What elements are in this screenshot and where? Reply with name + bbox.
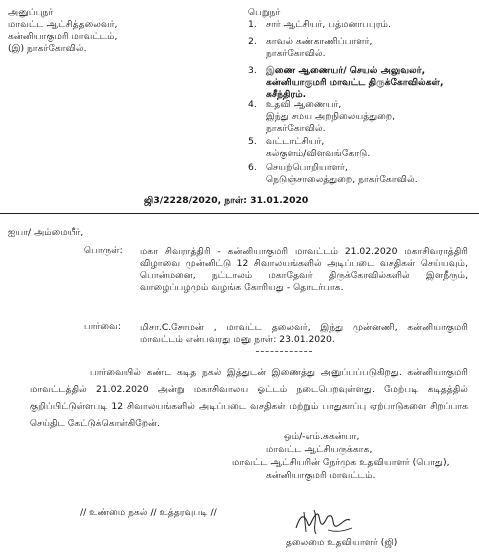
body-paragraph: பார்வையில் கண்ட கடித நகல் இத்துடன் இணைத்து அனுப்பப்படுகிறது. கன்னியாகுமரி மாவட்டத்தில் 21.02.2020 அன்று மகாசிவாலய ஓட்டம் நடைபெறவுள்ளது. மேற்படி கடிதத்தில் குறிப்பிட்டுள்ளபடி 12 சிவாலயங்களில் அடிப்படை வசதிகள் மற்றும் பாதுகாப்பு ஏற்பாடுகளை சிறப்பாக செய்திட கேட்டுக்கொள்கிறேன். <box>30 367 468 429</box>
reference-text: மிசா.C.சோமன் , மாவட்ட தலைவர், இந்து முன்னணி, கன்னியாகுமரி மாவட்டம் என்பவரது மனு நாள்: 23.01.2020. <box>140 322 468 345</box>
recipient-line: காவல் கண்காணிப்பாளர், <box>266 36 373 47</box>
recipient-line: கன்னியாகுமரி மாவட்ட திருக்கோவில்கள், <box>266 77 444 88</box>
recipients-heading: பெறுநர் <box>248 7 281 18</box>
recipient-line: நாகர்கோவில். <box>266 48 326 59</box>
recipient-line: நெடுஞ்சாலைத்துறை, நாகர்கோவில். <box>266 174 418 185</box>
sender-line-district: கன்னியாகுமரி மாவட்டம், <box>8 31 118 42</box>
recipient-line: சுசீந்திரம். <box>266 89 307 100</box>
header-divider <box>0 213 479 214</box>
signature-line-name: ஒம்/-எம்.சுகன்யா, <box>284 431 360 442</box>
recipient-line: வட்டாட்சியர், <box>266 136 325 147</box>
sender-line-designation: மாவட்ட ஆட்சித்தலைவர், <box>8 19 118 30</box>
recipient-number: 4. <box>248 99 257 110</box>
salutation: ஐயா/ அம்மையீர், <box>8 227 84 238</box>
recipient-line: நாகர்கோவில். <box>266 123 326 134</box>
recipient-line: உதவி ஆணையர், <box>266 99 342 110</box>
sender-line-city: (இ) நாகர்கோவில். <box>8 43 87 54</box>
recipient-line: இந்து சமய அறநிலையத்துறை, <box>266 111 396 122</box>
recipient-line: சார் ஆட்சியர், பத்மனாபபுரம். <box>266 19 391 30</box>
subject-text: மகா சிவராத்திரி - கன்னியாகுமரி மாவட்டம் 21.02.2020 மகாசிவராத்திரி விழாவை முன்னிட்டு 12 சிவாலயங்களில் அடிப்படை வசதிகள் செய்யவும், பொன்மனை, நட்டாலம் மகாதேவர் திருக்கோவில்களில் இளநீரும், வாழைப்பழமும் வழங்க கோரியது - தொடர்பாக. <box>140 246 468 293</box>
reference-separator <box>256 351 312 352</box>
recipient-line: செயற்பொறியாளர், <box>266 162 348 173</box>
bottom-signatory: தலைமை உதவியாளர் (ஜி) <box>286 537 398 548</box>
recipient-number: 2. <box>248 36 257 47</box>
recipient-line: கல்குளம்/விளவங்கோடு. <box>266 148 371 159</box>
reference-label: பார்வை: <box>84 321 122 332</box>
handwritten-signature <box>290 506 360 540</box>
true-copy-note: // உண்மை நகல் // உத்தரவுபடி // <box>80 507 217 518</box>
sender-heading: அனுப்புநர் <box>8 7 54 18</box>
recipient-number: 1. <box>248 19 257 30</box>
subject-label: பொருள்: <box>84 245 123 256</box>
signature-line-for: மாவட்ட ஆட்சியருக்காக, <box>266 444 373 455</box>
recipient-number: 3. <box>248 65 257 76</box>
recipient-number: 6. <box>248 162 257 173</box>
signature-line-district: கன்னியாகுமரி மாவட்டம். <box>266 470 376 481</box>
recipient-number: 5. <box>248 136 257 147</box>
recipient-line: இணை ஆணையர்/ செயல் அலுவலர், <box>266 65 426 76</box>
signature-line-designation: மாவட்ட ஆட்சியரின் நேர்முக உதவியாளர் (பொது), <box>232 457 450 468</box>
reference-number: ஜி3/2228/2020, நாள்: 31.01.2020 <box>144 195 309 206</box>
